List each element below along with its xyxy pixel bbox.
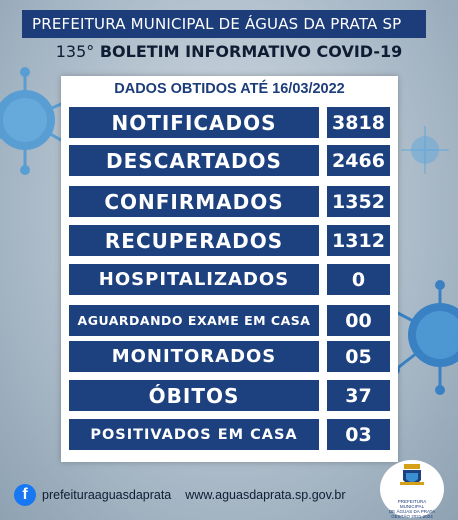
stat-label: POSITIVADOS EM CASA <box>69 419 319 450</box>
bulletin-subtitle <box>0 42 458 61</box>
stat-value: 1312 <box>327 225 390 256</box>
date-line: DADOS OBTIDOS ATÉ 16/03/2022 <box>114 81 345 97</box>
website-link[interactable]: www.aguasdaprata.sp.gov.br <box>185 488 346 502</box>
coat-of-arms-icon <box>400 464 424 490</box>
stat-label: HOSPITALIZADOS <box>69 264 319 295</box>
stat-label: RECUPERADOS <box>69 225 319 256</box>
stat-value: 03 <box>327 419 390 450</box>
seal-text: PREFEITURA MUNICIPAL DE ÁGUAS DA PRATA GESTÃO 2021-2024 <box>388 499 436 519</box>
stat-value: 00 <box>327 305 390 336</box>
stat-label: AGUARDANDO EXAME EM CASA <box>69 305 319 336</box>
stats-panel <box>61 76 398 462</box>
header-title: PREFEITURA MUNICIPAL DE ÁGUAS DA PRATA SP <box>22 10 426 38</box>
stat-value: 2466 <box>327 145 390 176</box>
stat-value: 05 <box>327 341 390 372</box>
stat-label: CONFIRMADOS <box>69 186 319 217</box>
stat-value: 1352 <box>327 186 390 217</box>
stat-value: 3818 <box>327 107 390 138</box>
stat-value: 0 <box>327 264 390 295</box>
facebook-handle[interactable]: prefeituraaguasdaprata <box>42 488 172 502</box>
stat-label: NOTIFICADOS <box>69 107 319 138</box>
bulletin-number: 135° <box>55 42 95 61</box>
bulletin-title: BOLETIM INFORMATIVO COVID-19 <box>99 42 403 61</box>
stat-label: MONITORADOS <box>69 341 319 372</box>
stat-value: 37 <box>327 380 390 411</box>
facebook-icon[interactable]: f <box>14 484 36 506</box>
stat-label: DESCARTADOS <box>69 145 319 176</box>
stat-label: ÓBITOS <box>69 380 319 411</box>
virus-icon <box>395 120 455 180</box>
footer <box>14 484 346 506</box>
